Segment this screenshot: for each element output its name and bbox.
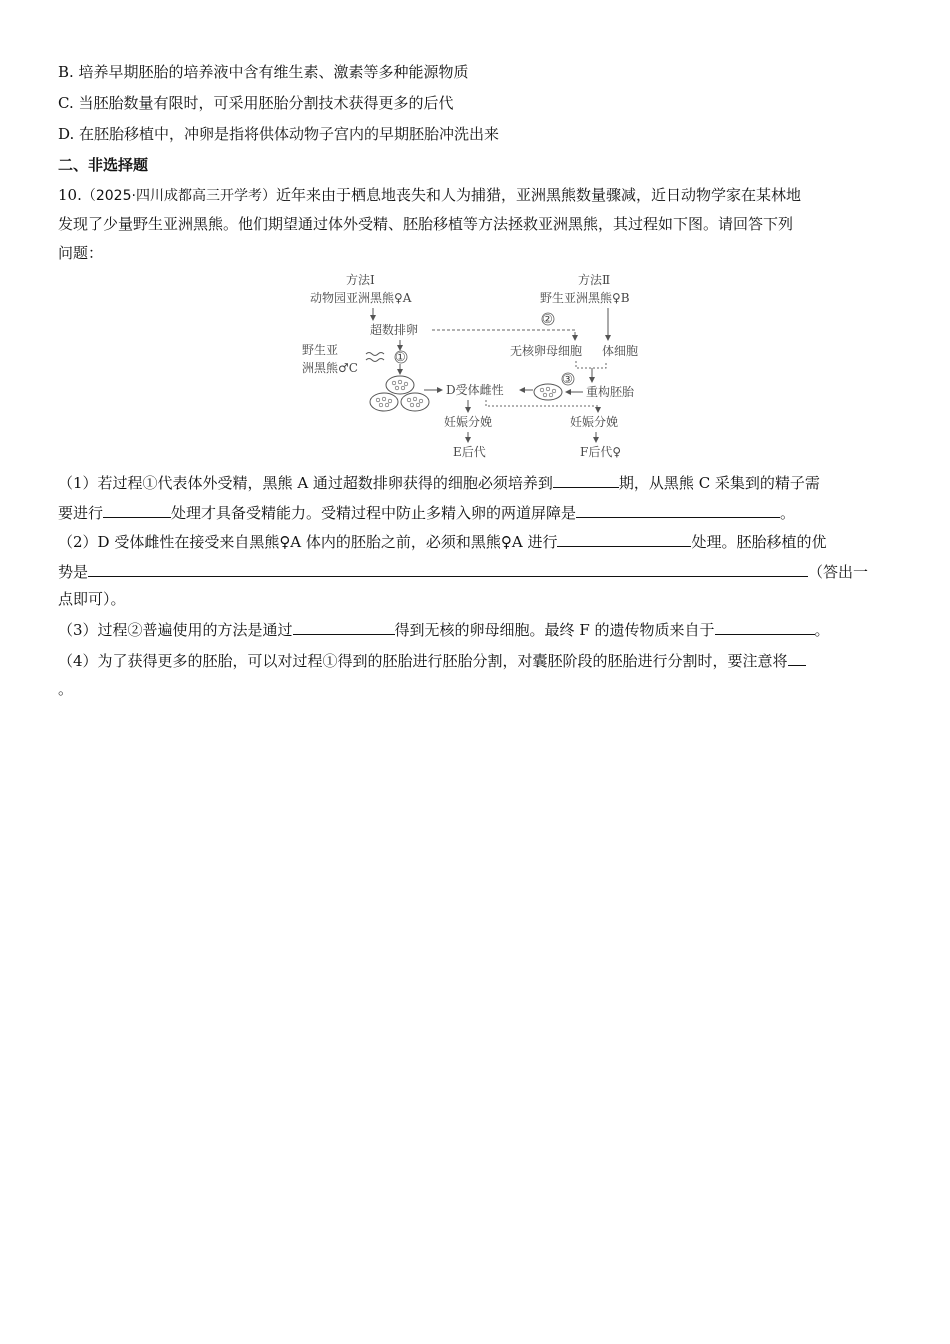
wild-bear-c-label-2: 洲黑熊♂C xyxy=(302,361,358,375)
question-stem-line-2: 发现了少量野生亚洲黑熊。他们期望通过体外受精、胚胎移植等方法拯救亚洲黑熊，其过程如下图。请回答下列 xyxy=(58,215,794,233)
offspring-e-label: E后代 xyxy=(453,445,486,459)
answer-blank-q2-treatment[interactable] xyxy=(557,530,691,547)
bear-breeding-diagram xyxy=(290,268,670,460)
subquestion-4-line-1 xyxy=(58,649,806,671)
question-stem-line-1 xyxy=(58,185,801,206)
answer-blank-q2-advantage[interactable] xyxy=(88,560,808,577)
option-d: D. 在胚胎移植中，冲卵是指将供体动物子宫内的早期胚胎冲洗出来 xyxy=(58,125,500,143)
subquestion-1-line-2 xyxy=(58,501,795,523)
subquestion-2-line-3: 点即可）。 xyxy=(58,590,126,608)
somatic-cell-label: 体细胞 xyxy=(602,344,639,358)
q1-text-a: （1）若过程①代表体外受精，黑熊 A 通过超数排卵获得的细胞必须培养到 xyxy=(58,474,553,492)
q2-text-c: 势是 xyxy=(58,563,89,581)
recipient-d-label: D受体雌性 xyxy=(446,383,504,397)
reconstructed-embryo-label: 重构胚胎 xyxy=(586,385,635,399)
enucleated-oocyte-label: 无核卵母细胞 xyxy=(510,344,583,358)
subquestion-3-line-1 xyxy=(58,618,830,640)
embryo-icon xyxy=(370,393,398,411)
section-title: 二、非选择题 xyxy=(58,156,149,174)
q2-text-d: （答出一 xyxy=(808,563,869,581)
q1-text-d: 处理才具备受精能力。受精过程中防止多精入卵的两道屏障是 xyxy=(171,504,577,522)
question-number: 10. xyxy=(58,186,82,204)
method1-source: 动物园亚洲黑熊♀A xyxy=(310,291,412,305)
method2-title: 方法Ⅱ xyxy=(578,273,611,287)
connector-fusion xyxy=(576,361,606,368)
q2-text-b: 处理。胚胎移植的优 xyxy=(691,533,827,551)
answer-blank-q1-barriers[interactable] xyxy=(576,501,780,518)
pregnancy-left-label: 妊娠分娩 xyxy=(444,415,493,429)
sperm-icon xyxy=(366,359,384,362)
q2-text-a: （2）D 受体雌性在接受来自黑熊♀A 体内的胚胎之前，必须和黑熊♀A 进行 xyxy=(58,533,558,551)
answer-blank-q3-origin[interactable] xyxy=(715,618,815,635)
method1-title: 方法Ⅰ xyxy=(346,273,375,287)
offspring-f-label: F后代♀ xyxy=(580,445,622,459)
question-stem-1: 近年来由于栖息地丧失和人为捕猎，亚洲黑熊数量骤减，近日动物学家在某林地 xyxy=(275,186,801,204)
method2-source: 野生亚洲黑熊♀B xyxy=(540,291,630,305)
q3-text-b: 得到无核的卵母细胞。最终 F 的遗传物质来自于 xyxy=(394,621,715,639)
q4-text-a: （4）为了获得更多的胚胎，可以对过程①得到的胚胎进行胚胎分割，对囊胚阶段的胚胎进行分割时，要注意将 xyxy=(58,652,788,670)
step1-label: ① xyxy=(395,350,406,364)
subquestion-4-line-2: 。 xyxy=(58,680,74,698)
q1-text-c: 要进行 xyxy=(58,504,104,522)
subquestion-2-line-2 xyxy=(58,560,868,582)
subquestion-2-line-1 xyxy=(58,530,827,552)
answer-blank-q3-method[interactable] xyxy=(293,618,395,635)
q3-text-a: （3）过程②普遍使用的方法是通过 xyxy=(58,621,293,639)
q3-text-c: 。 xyxy=(814,621,830,639)
subquestion-1-line-1 xyxy=(58,471,820,493)
step3-label: ③ xyxy=(562,372,573,386)
superovulation-label: 超数排卵 xyxy=(370,323,419,337)
embryo-icon xyxy=(386,376,414,394)
connector-to-right-pregnancy xyxy=(486,400,598,412)
option-b: B. 培养早期胚胎的培养液中含有维生素、激素等多种能源物质 xyxy=(58,63,469,81)
wild-bear-c-label-1: 野生亚 xyxy=(302,343,339,357)
embryo-icon xyxy=(534,384,562,400)
embryo-icon xyxy=(401,393,429,411)
answer-blank-q4[interactable] xyxy=(788,649,806,666)
q1-text-e: 。 xyxy=(780,504,796,522)
q1-text-b: 期，从黑熊 C 采集到的精子需 xyxy=(618,474,820,492)
sperm-icon xyxy=(366,353,384,356)
pregnancy-right-label: 妊娠分娩 xyxy=(570,415,619,429)
arrow-step2-dashed xyxy=(432,330,575,340)
question-source: （2025·四川成都高三开学考） xyxy=(81,188,276,204)
answer-blank-q1-sperm[interactable] xyxy=(103,501,171,518)
question-stem-line-3: 问题： xyxy=(58,244,104,262)
answer-blank-q1-stage[interactable] xyxy=(553,471,619,488)
option-c: C. 当胚胎数量有限时，可采用胚胎分割技术获得更多的后代 xyxy=(58,94,454,112)
step2-label: ② xyxy=(542,312,553,326)
